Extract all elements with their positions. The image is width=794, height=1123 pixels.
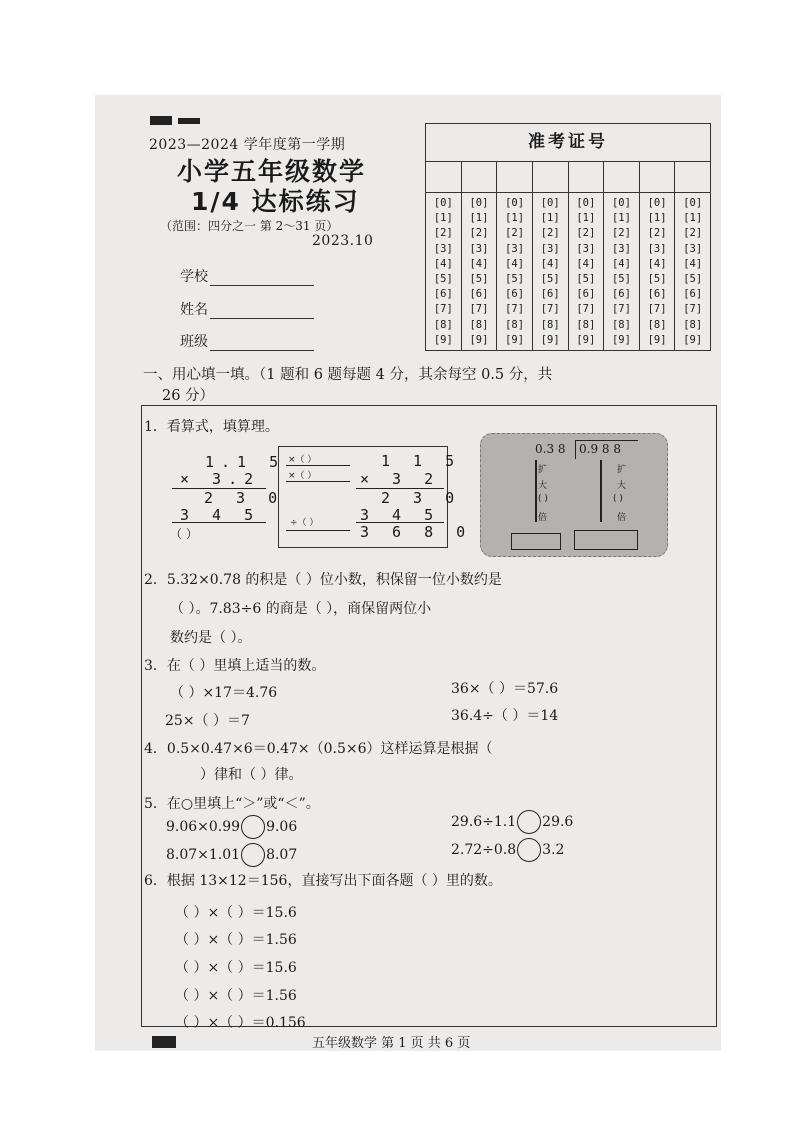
compare-circle[interactable]: [517, 810, 541, 834]
digit-bubble[interactable]: [7]: [540, 303, 560, 316]
q5-prompt: 5．在○里填上“＞”或“＜”。: [144, 796, 320, 812]
q1-kuo-left: 扩: [538, 465, 548, 475]
q1-mid-op1[interactable]: ×（ ）: [288, 455, 317, 465]
q5-c-left: 8.07×1.01: [166, 847, 241, 863]
digit-bubble[interactable]: [8]: [505, 318, 525, 331]
q5-d-right: 3.2: [542, 842, 565, 858]
digit-bubble[interactable]: [1]: [433, 212, 453, 225]
digit-bubble[interactable]: [8]: [469, 318, 489, 331]
q1-mid-arrow3: [286, 530, 350, 531]
digit-bubble[interactable]: [4]: [683, 257, 703, 270]
digit-bubble[interactable]: [7]: [647, 303, 667, 316]
school-label: 学校: [180, 269, 208, 285]
q5-a-right: 9.06: [266, 819, 298, 835]
q6-prompt: 6．根据 13×12＝156，直接写出下面各题（ ）里的数。: [144, 873, 502, 889]
digit-bubble[interactable]: [5]: [505, 273, 525, 286]
digit-bubble[interactable]: [4]: [576, 257, 596, 270]
q1-left-b: × 3.2: [180, 470, 261, 488]
footer-mark: [152, 1036, 176, 1048]
name-field[interactable]: [180, 299, 314, 319]
digit-bubble[interactable]: [9]: [540, 333, 560, 346]
digit-bubble[interactable]: [7]: [505, 303, 525, 316]
q1-mid-arrow2: [286, 481, 350, 482]
section-1-title-cont: 26 分）: [162, 388, 215, 404]
digit-bubble[interactable]: [6]: [433, 288, 453, 301]
digit-bubble[interactable]: [5]: [647, 273, 667, 286]
digit-bubble[interactable]: [7]: [469, 303, 489, 316]
q1-da-right: 大: [617, 481, 627, 491]
digit-bubble[interactable]: [3]: [576, 242, 596, 255]
title-line-2: 1/4 达标练习: [191, 187, 360, 216]
q1-arrow-left: [535, 460, 537, 522]
registration-mark: [150, 116, 172, 125]
digit-bubble[interactable]: [2]: [433, 227, 453, 240]
compare-circle[interactable]: [241, 815, 265, 839]
digit-bubble[interactable]: [0]: [469, 197, 489, 209]
digit-bubble[interactable]: [6]: [647, 288, 667, 301]
q1-mid-op3[interactable]: ÷（ ）: [290, 518, 319, 528]
admission-digit-column: [604, 193, 640, 350]
q1-mid-d: 3 4 5: [360, 506, 441, 524]
q1-answer-box-left[interactable]: [511, 533, 561, 550]
digit-bubble[interactable]: [8]: [433, 318, 453, 331]
digit-bubble[interactable]: [0]: [433, 197, 453, 209]
q5-d-left: 2.72÷0.8: [451, 842, 517, 858]
q1-mid-c: 2 3 0: [381, 489, 462, 507]
digit-bubble[interactable]: [6]: [611, 288, 631, 301]
admission-title: 准考证号: [426, 124, 710, 162]
digit-bubble[interactable]: [4]: [469, 257, 489, 270]
q5-d: [451, 838, 564, 862]
q1-left-a: 1.1 5: [205, 453, 286, 471]
digit-bubble[interactable]: [5]: [683, 273, 703, 286]
digit-bubble[interactable]: [9]: [433, 333, 453, 346]
admission-digit-column: [569, 193, 605, 350]
digit-bubble[interactable]: [7]: [433, 303, 453, 316]
digit-bubble[interactable]: [1]: [540, 212, 560, 225]
digit-bubble[interactable]: [0]: [505, 197, 525, 209]
digit-bubble[interactable]: [4]: [433, 257, 453, 270]
digit-bubble[interactable]: [8]: [540, 318, 560, 331]
q5-c-right: 8.07: [266, 847, 298, 863]
q1-left-paren[interactable]: （ ）: [170, 527, 198, 541]
digit-bubble[interactable]: [2]: [683, 227, 703, 240]
q3-prompt: 3．在（ ）里填上适当的数。: [144, 658, 326, 674]
q1-left-line-2: [172, 522, 266, 523]
q1-mid-e: 3 6 8 0: [360, 523, 473, 541]
q5-b-left: 29.6÷1.1: [451, 814, 517, 830]
term-line: 2023—2024 学年度第一学期: [149, 137, 346, 153]
admission-bubble-columns: [426, 193, 710, 350]
q1-mid-op2[interactable]: ×（ ）: [288, 471, 317, 481]
digit-bubble[interactable]: [1]: [611, 212, 631, 225]
q4-line-1: 4．0.5×0.47×6＝0.47×（0.5×6）这样运算是根据（: [144, 741, 493, 757]
digit-bubble[interactable]: [6]: [683, 288, 703, 301]
q1-left-d: 3 4 5: [180, 506, 261, 524]
q1-paren-right[interactable]: ( ): [613, 494, 623, 504]
digit-bubble[interactable]: [4]: [647, 257, 667, 270]
q6-row[interactable]: （ ）×（ ）＝15.6: [175, 905, 297, 921]
digit-bubble[interactable]: [1]: [683, 212, 703, 225]
q1-answer-box-right[interactable]: [574, 530, 638, 550]
school-field[interactable]: [180, 266, 314, 286]
digit-bubble[interactable]: [8]: [683, 318, 703, 331]
digit-bubble[interactable]: [9]: [469, 333, 489, 346]
q1-paren-left[interactable]: ( ): [538, 494, 548, 504]
digit-bubble[interactable]: [2]: [469, 227, 489, 240]
q5-a-left: 9.06×0.99: [166, 819, 241, 835]
digit-bubble[interactable]: [3]: [611, 242, 631, 255]
q2-line-1: 2．5.32×0.78 的积是（ ）位小数，积保留一位小数约是: [144, 572, 502, 588]
digit-bubble[interactable]: [6]: [505, 288, 525, 301]
q5-b: [451, 810, 573, 834]
digit-bubble[interactable]: [5]: [576, 273, 596, 286]
digit-bubble[interactable]: [6]: [469, 288, 489, 301]
digit-bubble[interactable]: [1]: [647, 212, 667, 225]
q1-mid-arrow1: [286, 465, 350, 466]
class-field[interactable]: [180, 331, 314, 351]
admission-digit-column: [462, 193, 498, 350]
q5-a: [166, 815, 297, 839]
date-line: 2023.10: [312, 233, 374, 249]
q1-prompt: 1．看算式，填算理。: [144, 419, 279, 435]
q2-line-3: 数约是（ ）。: [170, 630, 252, 646]
q6-row[interactable]: （ ）×（ ）＝0.156: [175, 1015, 306, 1031]
digit-bubble[interactable]: [2]: [611, 227, 631, 240]
admission-digit-column: [497, 193, 533, 350]
class-label: 班级: [180, 334, 208, 350]
q1-mid-b: × 3 2: [360, 470, 441, 488]
digit-bubble[interactable]: [3]: [647, 242, 667, 255]
section-1-title: 一、用心填一填。（1 题和 6 题每题 4 分，其余每空 0.5 分，共: [143, 367, 553, 383]
q3-b[interactable]: 36×（ ）＝57.6: [451, 681, 559, 697]
name-label: 姓名: [180, 302, 208, 318]
admission-number-grid: [425, 123, 711, 351]
scope-line: （范围：四分之一 第 2～31 页）: [160, 219, 339, 233]
digit-bubble[interactable]: [5]: [611, 273, 631, 286]
digit-bubble[interactable]: [3]: [505, 242, 525, 255]
digit-bubble[interactable]: [9]: [611, 333, 631, 346]
digit-bubble[interactable]: [3]: [433, 242, 453, 255]
digit-bubble[interactable]: [0]: [611, 197, 631, 209]
q4-line-2: ）律和（ ）律。: [200, 767, 303, 783]
digit-bubble[interactable]: [2]: [540, 227, 560, 240]
digit-bubble[interactable]: [8]: [647, 318, 667, 331]
q3-d[interactable]: 36.4÷（ ）＝14: [451, 708, 559, 724]
admission-write-row[interactable]: [426, 162, 710, 193]
digit-bubble[interactable]: [2]: [576, 227, 596, 240]
digit-bubble[interactable]: [2]: [505, 227, 525, 240]
digit-bubble[interactable]: [5]: [540, 273, 560, 286]
digit-bubble[interactable]: [2]: [647, 227, 667, 240]
q5-b-right: 29.6: [542, 814, 574, 830]
digit-bubble[interactable]: [7]: [683, 303, 703, 316]
q6-row[interactable]: （ ）×（ ）＝1.56: [175, 988, 297, 1004]
digit-bubble[interactable]: [3]: [540, 242, 560, 255]
digit-bubble[interactable]: [5]: [469, 273, 489, 286]
q6-row[interactable]: （ ）×（ ）＝15.6: [175, 960, 297, 976]
q1-left-c: 2 3 0: [204, 489, 285, 507]
registration-mark: [178, 118, 200, 124]
digit-bubble[interactable]: [8]: [611, 318, 631, 331]
digit-bubble[interactable]: [0]: [540, 197, 560, 209]
digit-bubble[interactable]: [3]: [683, 242, 703, 255]
page-footer: 五年级数学 第 1 页 共 6 页: [312, 1036, 471, 1051]
digit-bubble[interactable]: [5]: [433, 273, 453, 286]
title-line-1: 小学五年级数学: [177, 157, 367, 186]
admission-digit-column: [640, 193, 676, 350]
admission-digit-column: [426, 193, 462, 350]
q5-c: [166, 843, 297, 867]
q2-line-2: （ ）。7.83÷6 的商是（ ），商保留两位小: [170, 601, 432, 617]
digit-bubble[interactable]: [7]: [576, 303, 596, 316]
digit-bubble[interactable]: [7]: [611, 303, 631, 316]
digit-bubble[interactable]: [4]: [540, 257, 560, 270]
q1-arrow-right: [600, 460, 602, 522]
q3-a[interactable]: （ ）×17＝4.76: [170, 685, 278, 701]
q6-row[interactable]: （ ）×（ ）＝1.56: [175, 932, 297, 948]
digit-bubble[interactable]: [0]: [683, 197, 703, 209]
digit-bubble[interactable]: [9]: [576, 333, 596, 346]
q1-mid-a: 1 1 5: [381, 452, 462, 470]
q1-divisor: 0.3 8: [535, 442, 566, 456]
digit-bubble[interactable]: [8]: [576, 318, 596, 331]
admission-digit-column: [533, 193, 569, 350]
digit-bubble[interactable]: [1]: [469, 212, 489, 225]
digit-bubble[interactable]: [1]: [576, 212, 596, 225]
q1-kuo-right: 扩: [617, 465, 627, 475]
digit-bubble[interactable]: [9]: [647, 333, 667, 346]
q1-da-left: 大: [538, 481, 548, 491]
digit-bubble[interactable]: [4]: [611, 257, 631, 270]
digit-bubble[interactable]: [4]: [505, 257, 525, 270]
digit-bubble[interactable]: [9]: [505, 333, 525, 346]
q1-bei-right: 倍: [617, 513, 627, 523]
admission-digit-column: [675, 193, 710, 350]
compare-circle[interactable]: [517, 838, 541, 862]
q1-bei-left: 倍: [538, 513, 548, 523]
digit-bubble[interactable]: [3]: [469, 242, 489, 255]
digit-bubble[interactable]: [6]: [576, 288, 596, 301]
digit-bubble[interactable]: [1]: [505, 212, 525, 225]
digit-bubble[interactable]: [6]: [540, 288, 560, 301]
q3-c[interactable]: 25×（ ）＝7: [165, 713, 250, 729]
digit-bubble[interactable]: [9]: [683, 333, 703, 346]
q1-dividend: 0.9 8 8: [579, 442, 621, 456]
compare-circle[interactable]: [241, 843, 265, 867]
digit-bubble[interactable]: [0]: [647, 197, 667, 209]
digit-bubble[interactable]: [0]: [576, 197, 596, 209]
